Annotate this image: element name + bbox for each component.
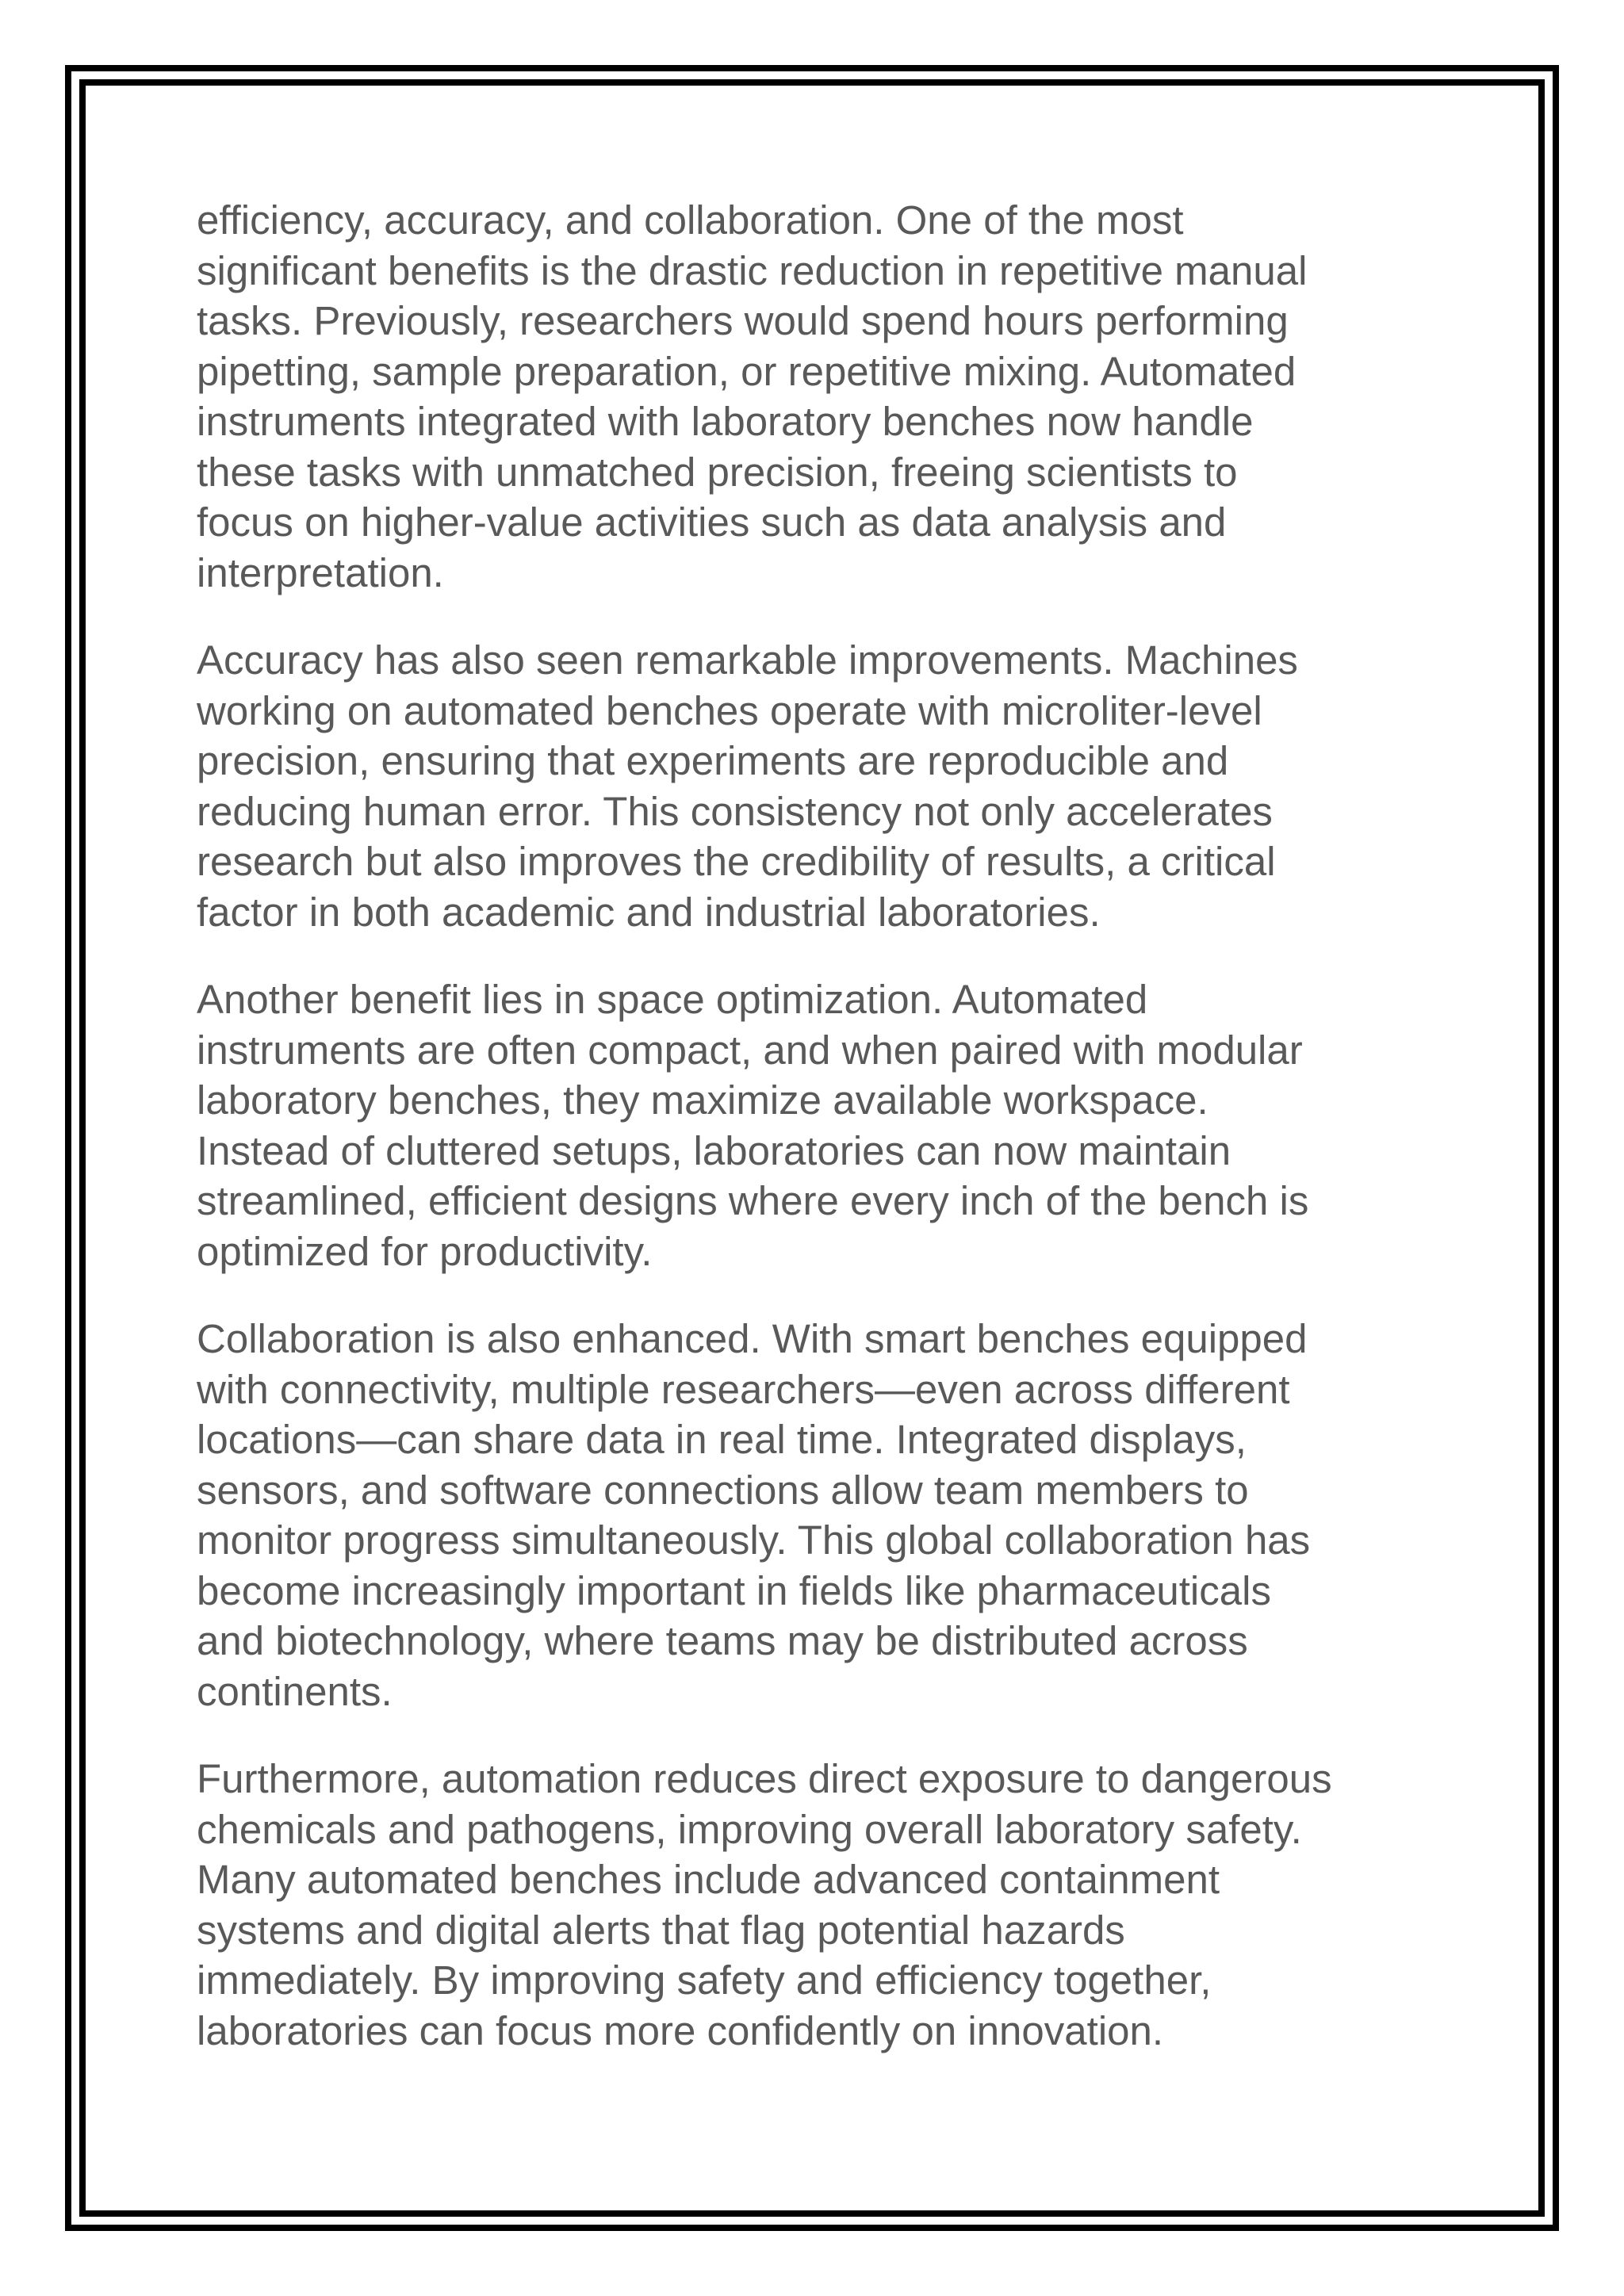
paragraph-4: Collaboration is also enhanced. With smart benches equipped with connectivity, multiple researchers—even across different locations—can share data in real time. Integrated displays, sensors, and software connections allow team members to monitor progress simultaneously. This global collaboration has become increasingly important in fields like pharmaceuticals and biotechnology, where teams may be distributed across continents. [197,1316,1311,1714]
document-body [197,195,1450,2093]
paragraph-5: Furthermore, automation reduces direct exposure to dangerous chemicals and pathogens, improving overall laboratory safety. Many automated benches include advanced containment systems and digital alerts that flag potential hazards immediately. By improving safety and efficiency together, laboratories can focus more confidently on innovation. [197,1756,1332,2053]
paragraph-1: efficiency, accuracy, and collaboration. One of the most significant benefits is the drastic reduction in repetitive manual tasks. Previously, researchers would spend hours performing pipetting, sample preparation, or repetitive mixing. Automated instruments integrated with laboratory benches now handle these tasks with unmatched precision, freeing scientists to focus on higher-value activities such as data analysis and interpretation. [197,197,1308,595]
paragraph-2: Accuracy has also seen remarkable improvements. Machines working on automated benches operate with microliter-level precision, ensuring that experiments are reproducible and reducing human error. This consistency not only accelerates research but also improves the credibility of results, a critical factor in both academic and industrial laboratories. [197,637,1298,935]
paragraph-3: Another benefit lies in space optimization. Automated instruments are often compact, and when paired with modular laboratory benches, they maximize available workspace. Instead of cluttered setups, laboratories can now maintain streamlined, efficient designs where every inch of the bench is optimized for productivity. [197,977,1309,1274]
